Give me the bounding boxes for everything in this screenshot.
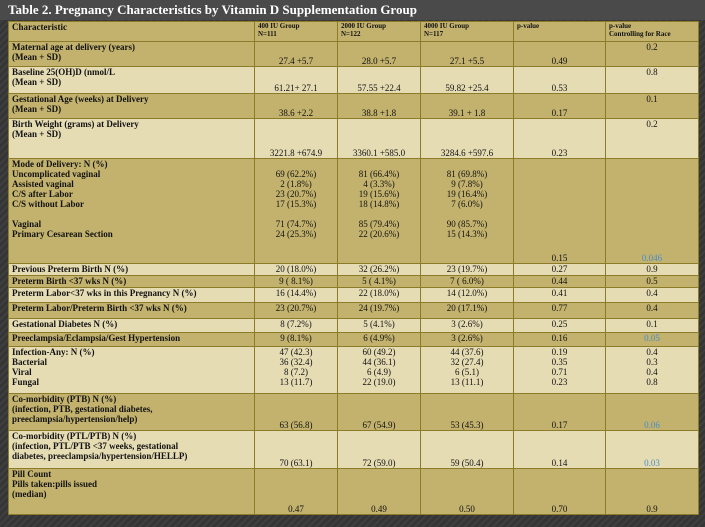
cell-pr: 0.4 0.3 0.4 0.8	[606, 347, 699, 394]
cell-g400: 69 (62.2%) 2 (1.8%) 23 (20.7%) 17 (15.3%) 71 (74.7%) 24 (25.3%)	[255, 159, 338, 264]
cell-g4000: 14 (12.0%)	[421, 288, 514, 303]
table-title: Table 2. Pregnancy Characteristics by Vitamin D Supplementation Group	[0, 0, 705, 20]
cell-g4000: 59 (50.4)	[421, 431, 514, 469]
cell-p: 0.14	[514, 431, 606, 469]
cell-g2000: 0.49	[338, 469, 421, 515]
row-label: Co-morbidity (PTL/PTB) N (%) (infection, PTL/PTB <37 weeks, gestational diabetes, preeclampsia/hypertension/HELLP)	[9, 431, 255, 469]
cell-g400: 8 (7.2%)	[255, 319, 338, 333]
cell-g400: 70 (63.1)	[255, 431, 338, 469]
table-row	[9, 159, 699, 264]
cell-pr: 0.05	[606, 333, 699, 347]
cell-pr: 0.8	[606, 67, 699, 94]
cell-g400: 61.21+ 27.1	[255, 67, 338, 94]
cell-g4000: 3 (2.6%)	[421, 333, 514, 347]
row-label: Preterm Labor<37 wks in this Pregnancy N (%)	[9, 288, 255, 303]
cell-p: 0.19 0.35 0.71 0.23	[514, 347, 606, 394]
cell-g2000: 60 (49.2) 44 (36.1) 6 (4.9) 22 (19.0)	[338, 347, 421, 394]
table-row	[9, 319, 699, 333]
cell-g2000: 72 (59.0)	[338, 431, 421, 469]
cell-g400: 3221.8 +674.9	[255, 119, 338, 159]
header-row	[9, 22, 699, 42]
row-label: Mode of Delivery: N (%) Uncomplicated vaginal Assisted vaginal C/S after Labor C/S without Labor Vaginal Primary Cesarean Section	[9, 159, 255, 264]
cell-g400: 38.6 +2.2	[255, 94, 338, 119]
cell-g2000: 57.55 +22.4	[338, 67, 421, 94]
cell-pr: 0.06	[606, 394, 699, 431]
header-pvalue: p-value	[514, 22, 606, 42]
table-row	[9, 347, 699, 394]
table-row	[9, 94, 699, 119]
cell-g4000: 23 (19.7%)	[421, 264, 514, 276]
table-row	[9, 119, 699, 159]
cell-g2000: 6 (4.9%)	[338, 333, 421, 347]
cell-p: 0.23	[514, 119, 606, 159]
header-400iu: 400 IU Group N=111	[255, 22, 338, 42]
cell-g400: 20 (18.0%)	[255, 264, 338, 276]
table-row	[9, 42, 699, 67]
cell-g4000: 81 (69.8%) 9 (7.8%) 19 (16.4%) 7 (6.0%) 90 (85.7%) 15 (14.3%)	[421, 159, 514, 264]
header-pvalue-race: p-value Controlling for Race	[606, 22, 699, 42]
cell-g2000: 38.8 +1.8	[338, 94, 421, 119]
cell-g4000: 3 (2.6%)	[421, 319, 514, 333]
cell-p: 0.17	[514, 94, 606, 119]
table-row	[9, 276, 699, 288]
cell-g4000: 59.82 +25.4	[421, 67, 514, 94]
cell-p: 0.15	[514, 159, 606, 264]
cell-pr: 0.2	[606, 119, 699, 159]
cell-g400: 9 ( 8.1%)	[255, 276, 338, 288]
cell-g2000: 32 (26.2%)	[338, 264, 421, 276]
cell-g400: 63 (56.8)	[255, 394, 338, 431]
cell-g4000: 20 (17.1%)	[421, 303, 514, 319]
header-characteristic: Characteristic	[9, 22, 255, 42]
table-row	[9, 431, 699, 469]
cell-g2000: 5 ( 4.1%)	[338, 276, 421, 288]
row-label: Pill Count Pills taken:pills issued (median)	[9, 469, 255, 515]
cell-g400: 47 (42.3) 36 (32.4) 8 (7.2) 13 (11.7)	[255, 347, 338, 394]
row-label: Baseline 25(OH)D (nmol/L (Mean + SD)	[9, 67, 255, 94]
cell-pr: 0.1	[606, 94, 699, 119]
cell-pr: 0.9	[606, 264, 699, 276]
cell-g2000: 67 (54.9)	[338, 394, 421, 431]
cell-g2000: 81 (66.4%) 4 (3.3%) 19 (15.6%) 18 (14.8%) 85 (79.4%) 22 (20.6%)	[338, 159, 421, 264]
cell-g400: 23 (20.7%)	[255, 303, 338, 319]
cell-g4000: 27.1 +5.5	[421, 42, 514, 67]
cell-g2000: 22 (18.0%)	[338, 288, 421, 303]
header-4000iu: 4000 IU Group N=117	[421, 22, 514, 42]
row-label: Co-morbidity (PTB) N (%) (infection, PTB, gestational diabetes, preeclampsia/hypertension/help)	[9, 394, 255, 431]
row-label: Birth Weight (grams) at Delivery (Mean + SD)	[9, 119, 255, 159]
cell-g2000: 28.0 +5.7	[338, 42, 421, 67]
cell-g4000: 53 (45.3)	[421, 394, 514, 431]
header-2000iu: 2000 IU Group N=122	[338, 22, 421, 42]
cell-p: 0.49	[514, 42, 606, 67]
cell-g4000: 7 ( 6.0%)	[421, 276, 514, 288]
cell-g2000: 3360.1 +585.0	[338, 119, 421, 159]
cell-pr: 0.03	[606, 431, 699, 469]
cell-g2000: 24 (19.7%)	[338, 303, 421, 319]
pregnancy-characteristics-table	[8, 21, 699, 515]
row-label: Gestational Age (weeks) at Delivery (Mean + SD)	[9, 94, 255, 119]
row-label: Preeclampsia/Eclampsia/Gest Hypertension	[9, 333, 255, 347]
cell-pr: 0.046	[606, 159, 699, 264]
table-row	[9, 288, 699, 303]
cell-pr: 0.2	[606, 42, 699, 67]
row-label: Previous Preterm Birth N (%)	[9, 264, 255, 276]
cell-pr: 0.5	[606, 276, 699, 288]
cell-g2000: 5 (4.1%)	[338, 319, 421, 333]
row-label: Maternal age at delivery (years) (Mean + SD)	[9, 42, 255, 67]
table-row	[9, 264, 699, 276]
cell-g4000: 44 (37.6) 32 (27.4) 6 (5.1) 13 (11.1)	[421, 347, 514, 394]
cell-g4000: 39.1 + 1.8	[421, 94, 514, 119]
row-label: Preterm Labor/Preterm Birth <37 wks N (%)	[9, 303, 255, 319]
cell-pr: 0.4	[606, 303, 699, 319]
cell-p: 0.53	[514, 67, 606, 94]
cell-pr: 0.1	[606, 319, 699, 333]
table-row	[9, 469, 699, 515]
row-label: Gestational Diabetes N (%)	[9, 319, 255, 333]
cell-p: 0.27	[514, 264, 606, 276]
cell-g4000: 3284.6 +597.6	[421, 119, 514, 159]
table-row	[9, 333, 699, 347]
cell-p: 0.77	[514, 303, 606, 319]
cell-p: 0.17	[514, 394, 606, 431]
cell-p: 0.41	[514, 288, 606, 303]
cell-pr: 0.9	[606, 469, 699, 515]
cell-p: 0.44	[514, 276, 606, 288]
cell-p: 0.16	[514, 333, 606, 347]
cell-g400: 27.4 +5.7	[255, 42, 338, 67]
cell-g400: 16 (14.4%)	[255, 288, 338, 303]
cell-p: 0.25	[514, 319, 606, 333]
row-label: Preterm Birth <37 wks N (%)	[9, 276, 255, 288]
cell-p: 0.70	[514, 469, 606, 515]
cell-pr: 0.4	[606, 288, 699, 303]
cell-g4000: 0.50	[421, 469, 514, 515]
table-row	[9, 394, 699, 431]
table-row	[9, 303, 699, 319]
cell-g400: 0.47	[255, 469, 338, 515]
table-row	[9, 67, 699, 94]
row-label: Infection-Any: N (%) Bacterial Viral Fungal	[9, 347, 255, 394]
cell-g400: 9 (8.1%)	[255, 333, 338, 347]
